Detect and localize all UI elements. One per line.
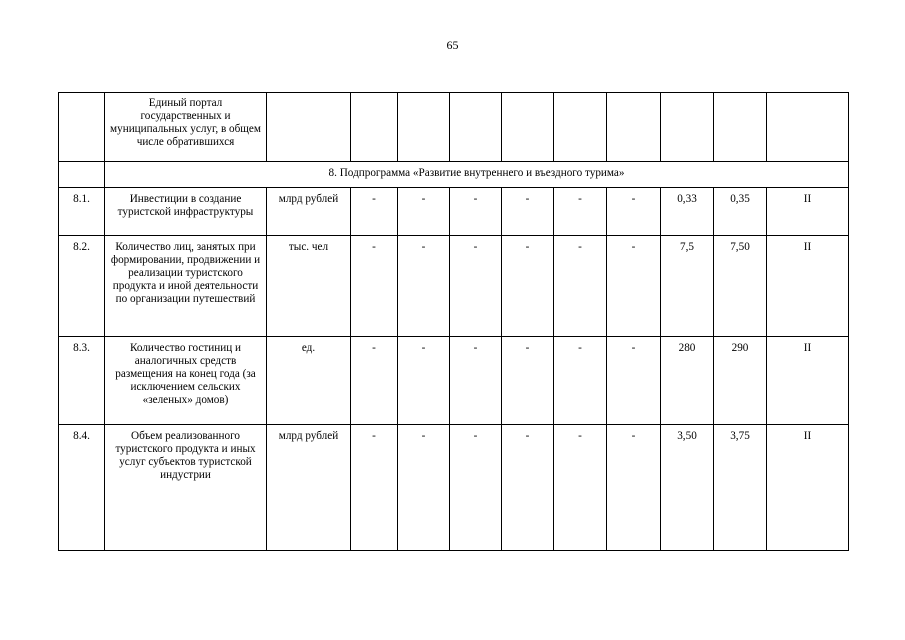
stage-cell: II — [767, 337, 849, 425]
value-cell — [714, 93, 767, 162]
value-cell: 0,33 — [661, 188, 714, 236]
row-number-cell — [59, 93, 105, 162]
value-cell: 290 — [714, 337, 767, 425]
value-cell: 3,50 — [661, 425, 714, 551]
value-cell: - — [450, 188, 502, 236]
value-cell: - — [450, 425, 502, 551]
value-cell: - — [351, 188, 398, 236]
unit-cell: тыс. чел — [267, 236, 351, 337]
value-cell: - — [607, 188, 661, 236]
value-cell: - — [351, 236, 398, 337]
value-cell — [502, 93, 554, 162]
value-cell — [661, 93, 714, 162]
value-cell — [554, 93, 607, 162]
value-cell: - — [607, 236, 661, 337]
value-cell — [398, 93, 450, 162]
value-cell: - — [398, 236, 450, 337]
value-cell — [351, 93, 398, 162]
stage-cell: II — [767, 188, 849, 236]
value-cell: - — [398, 337, 450, 425]
table-row — [59, 337, 849, 425]
table-row — [59, 188, 849, 236]
row-number-cell: 8.3. — [59, 337, 105, 425]
section-title: 8. Подпрограмма «Развитие внутреннего и въездного турима» — [105, 162, 849, 188]
value-cell: - — [502, 337, 554, 425]
value-cell: - — [554, 425, 607, 551]
value-cell — [607, 93, 661, 162]
indicator-name-cell: Количество лиц, занятых при формировании, продвижении и реализации туристского продукта и иной деятельности по организации путешествий — [105, 236, 267, 337]
value-cell: - — [450, 337, 502, 425]
page-number: 65 — [446, 38, 459, 52]
value-cell: - — [398, 425, 450, 551]
unit-cell: млрд рублей — [267, 425, 351, 551]
table-row — [59, 236, 849, 337]
indicators-table — [58, 92, 849, 551]
indicator-name-cell: Единый портал государственных и муниципальных услуг, в общем числе обратившихся — [105, 93, 267, 162]
unit-cell: ед. — [267, 337, 351, 425]
value-cell: 7,5 — [661, 236, 714, 337]
value-cell: 0,35 — [714, 188, 767, 236]
indicator-name-cell: Объем реализованного туристского продукта и иных услуг субъектов туристской индустрии — [105, 425, 267, 551]
value-cell: - — [554, 188, 607, 236]
indicator-name-cell: Инвестиции в создание туристской инфраструктуры — [105, 188, 267, 236]
value-cell: - — [351, 337, 398, 425]
section-row — [59, 162, 849, 188]
value-cell: - — [351, 425, 398, 551]
row-number-cell: 8.1. — [59, 188, 105, 236]
value-cell: 3,75 — [714, 425, 767, 551]
stage-cell: II — [767, 236, 849, 337]
value-cell: - — [554, 337, 607, 425]
stage-cell — [767, 93, 849, 162]
value-cell: - — [502, 236, 554, 337]
table-row — [59, 93, 849, 162]
value-cell: - — [502, 188, 554, 236]
value-cell: 7,50 — [714, 236, 767, 337]
row-number-cell — [59, 162, 105, 188]
value-cell: - — [502, 425, 554, 551]
unit-cell: млрд рублей — [267, 188, 351, 236]
value-cell: - — [450, 236, 502, 337]
value-cell: - — [607, 425, 661, 551]
unit-cell — [267, 93, 351, 162]
row-number-cell: 8.2. — [59, 236, 105, 337]
stage-cell: II — [767, 425, 849, 551]
value-cell: - — [607, 337, 661, 425]
table-row — [59, 425, 849, 551]
value-cell: - — [554, 236, 607, 337]
row-number-cell: 8.4. — [59, 425, 105, 551]
value-cell — [450, 93, 502, 162]
value-cell: 280 — [661, 337, 714, 425]
value-cell: - — [398, 188, 450, 236]
indicator-name-cell: Количество гостиниц и аналогичных средств размещения на конец года (за исключением сельских «зеленых» домов) — [105, 337, 267, 425]
